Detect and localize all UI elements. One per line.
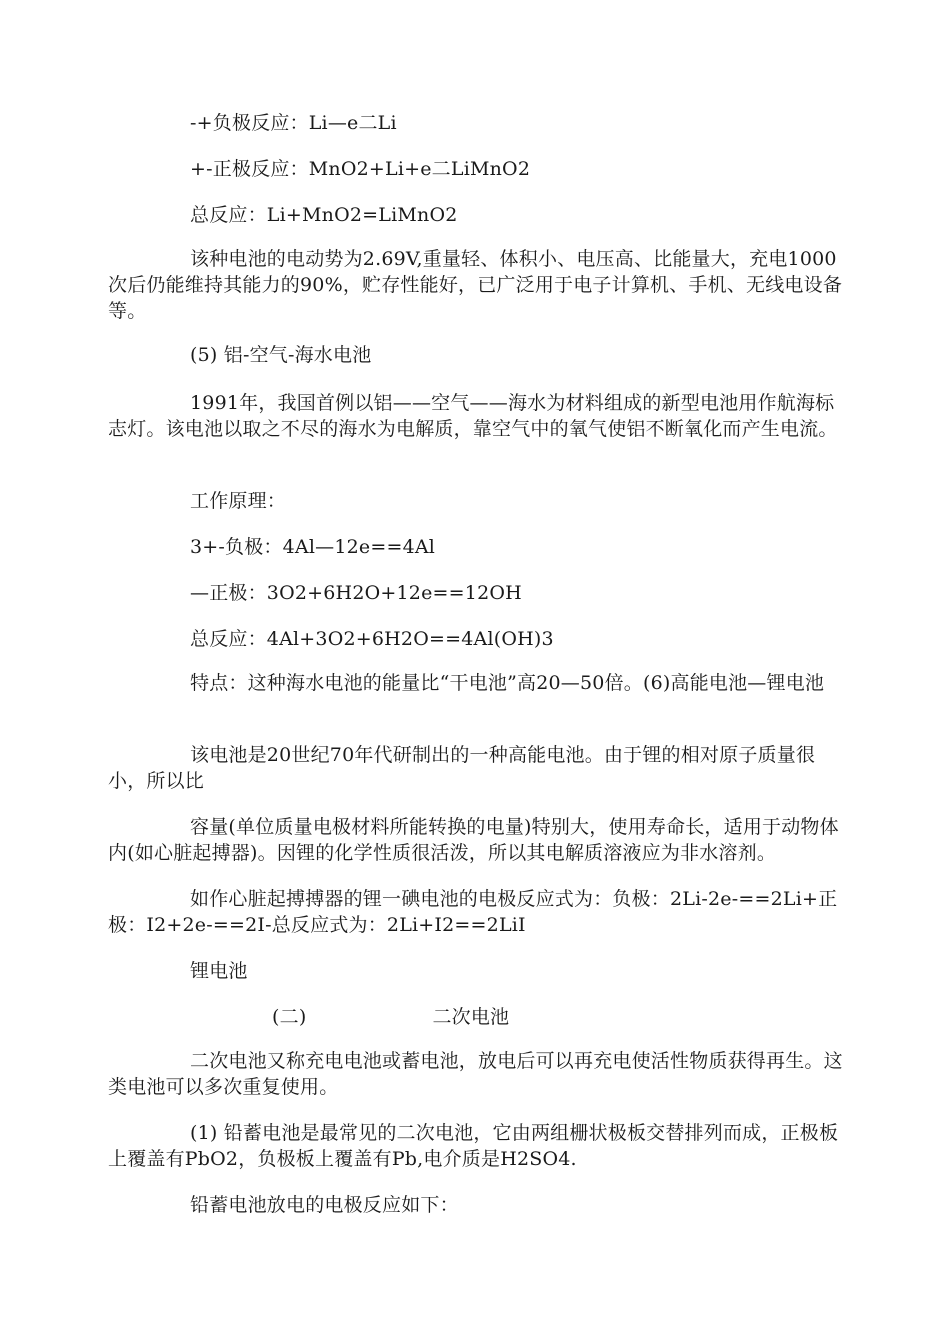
overall-reaction-limno2: 总反应：Li+MnO2=LiMnO2 [190, 204, 458, 226]
aluminum-battery-history: 1991年，我国首例以铝——空气——海水为材料组成的新型电池用作航海标志灯。该电池以取之不尽的海水为电解质，靠空气中的氧气使铝不断氧化而产生电流。 [108, 392, 838, 440]
aluminum-positive-electrode: —正极：3O2+6H2O+12e==12OH [190, 582, 522, 604]
high-energy-battery-intro: 该电池是20世纪70年代研制出的一种高能电池。由于锂的相对原子质量很小，所以比 [108, 744, 816, 792]
section-two-number: (二) [272, 1006, 307, 1028]
lithium-battery-label: 锂电池 [190, 960, 248, 982]
positive-electrode-reaction-mno2: +-正极反应：MnO2+Li+e二LiMnO2 [190, 158, 531, 180]
pacemaker-lithium-iodine-reaction: 如作心脏起搏搏器的锂一碘电池的电极反应式为：负极：2Li-2e-==2Li+正极：I2+2e-==2I-总反应式为：2Li+I2==2LiI [108, 888, 838, 936]
secondary-battery-description: 二次电池又称充电电池或蓄电池，放电后可以再充电使活性物质获得再生。这类电池可以多次重复使用。 [108, 1050, 843, 1098]
aluminum-overall-reaction: 总反应：4Al+3O2+6H2O==4Al(OH)3 [190, 628, 554, 650]
negative-electrode-reaction-li: -+负极反应：Li—e二Li [190, 112, 397, 134]
seawater-battery-feature: 特点：这种海水电池的能量比“干电池”高20—50倍。(6)高能电池—锂电池 [190, 672, 825, 694]
lithium-battery-description: 该种电池的电动势为2.69V,重量轻、体积小、电压高、比能量大，充电1000次后仍能维持其能力的90%，贮存性能好，已广泛用于电子计算机、手机、无线电设备等。 [108, 248, 843, 322]
lithium-capacity-description: 容量(单位质量电极材料所能转换的电量)特别大，使用寿命长，适用于动物体内(如心脏起搏器)。因锂的化学性质很活泼，所以其电解质溶液应为非水溶剂。 [108, 816, 839, 864]
aluminum-negative-electrode: 3+-负极：4Al—12e==4Al [190, 536, 436, 558]
section-two-title: 二次电池 [432, 1006, 510, 1028]
section-heading-aluminum-air-seawater: (5) 铝-空气-海水电池 [190, 344, 372, 366]
lead-acid-battery-description: (1) 铅蓄电池是最常见的二次电池，它由两组栅状极板交替排列而成，正极板上覆盖有PbO2，负极板上覆盖有Pb,电介质是H2SO4. [108, 1122, 839, 1170]
section-heading-secondary-battery [108, 1004, 848, 1030]
lead-acid-discharge-reaction-intro: 铅蓄电池放电的电极反应如下： [190, 1194, 459, 1216]
working-principle-label: 工作原理： [190, 490, 287, 512]
